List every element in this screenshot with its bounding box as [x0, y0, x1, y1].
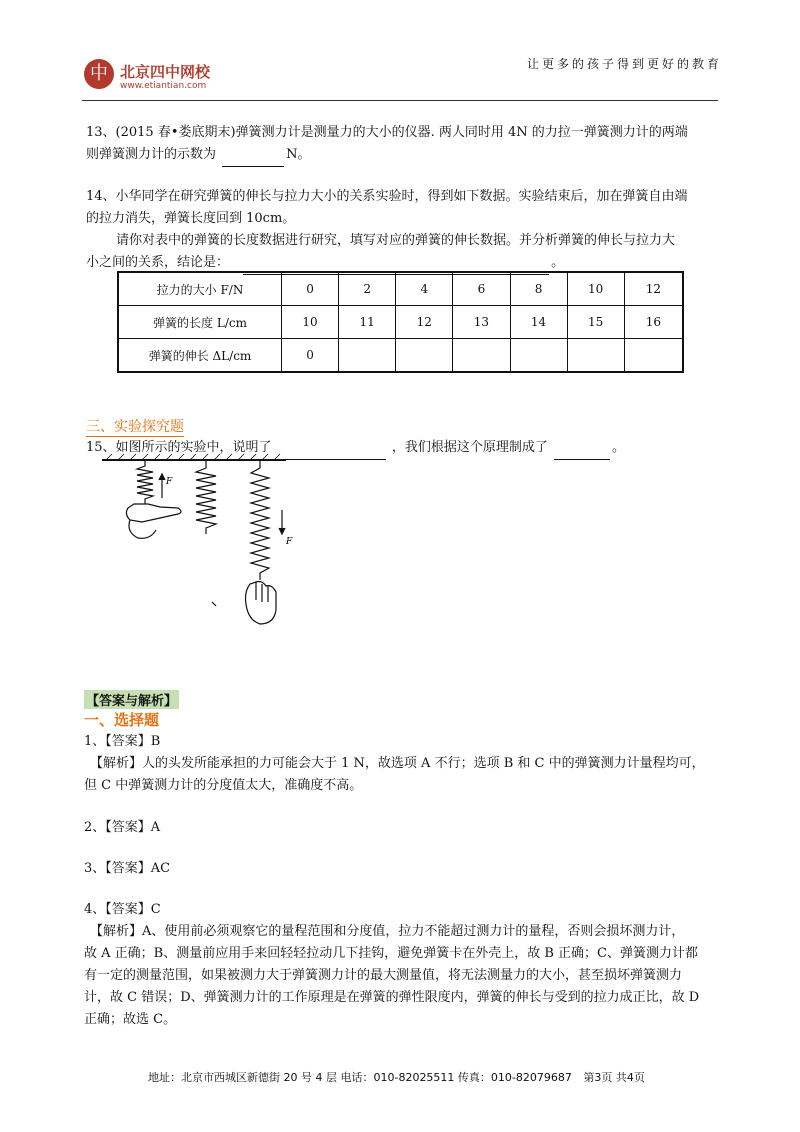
table-row [118, 306, 683, 339]
table-cell: 4 [396, 272, 453, 306]
spring-figure [100, 452, 300, 637]
answers-heading: 【答案与解析】 [84, 690, 179, 709]
hand-pull-icon [246, 582, 277, 625]
table-cell: 14 [510, 306, 567, 339]
header-divider [82, 100, 718, 101]
table-cell: 11 [339, 306, 396, 339]
q14-line3: 请你对表中的弹簧的长度数据进行研究，填写对应的弹簧的伸长数据。并分析弹簧的伸长与拉力大 [116, 233, 676, 248]
row-label: 拉力的大小 F/N [118, 272, 282, 306]
answer-2: 2、【答案】A [84, 820, 161, 835]
slogan: 让更多的孩子得到更好的教育 [526, 57, 722, 71]
q13-blank[interactable] [222, 144, 284, 167]
spring-free [196, 460, 216, 534]
footer-contact: 地址：北京市西城区新德街 20 号 4 层 电话：010-82025511 传真：010-82079687 [148, 1071, 572, 1084]
answer-1: 1、【答案】B [84, 734, 161, 749]
table-cell-input[interactable] [567, 339, 624, 373]
table-cell: 8 [510, 272, 567, 306]
table-row [118, 339, 683, 373]
table-cell: 2 [339, 272, 396, 306]
spring-stretched [251, 460, 269, 580]
table-cell: 12 [396, 306, 453, 339]
spring-compressed [137, 460, 153, 504]
answer-4-explanation-1: 【解析】A、使用前必须观察它的量程范围和分度值，拉力不能超过测力计的量程，否则会损坏测力计， [90, 924, 685, 939]
logo-name: 北京四中网校 [120, 63, 211, 81]
table-cell: 6 [453, 272, 510, 306]
q15-text2: ，我们根据这个原理制成了 [391, 440, 548, 455]
table-row [118, 272, 683, 306]
logo-url: www.etiantian.com [120, 81, 207, 91]
table-cell-input[interactable] [624, 339, 683, 373]
force-label-1: F [166, 477, 173, 487]
answer-4-explanation-4: 计，故 C 错误；D、弹簧测力计的工作原理是在弹簧的弹性限度内，弹簧的伸长与受到的拉力成正比，故 D [84, 990, 700, 1005]
table-cell: 13 [453, 306, 510, 339]
answer-3: 3、【答案】AC [84, 861, 171, 876]
section3-title: 三、实验探究题 [86, 416, 184, 437]
header [82, 55, 722, 101]
table-cell: 16 [624, 306, 683, 339]
table-cell: 12 [624, 272, 683, 306]
table-cell-input[interactable] [396, 339, 453, 373]
data-table [117, 271, 684, 373]
table-cell: 10 [282, 306, 339, 339]
table-cell-input[interactable] [339, 339, 396, 373]
answer-4-explanation-5: 正确；故选 C。 [84, 1012, 177, 1027]
answer-4-explanation-2: 故 A 正确；B、测量前应用手来回轻轻拉动几下挂钩，避免弹簧卡在外壳上，故 B 正确；C、弹簧测力计都 [84, 946, 698, 961]
answers-section1: 一、选择题 [84, 711, 160, 729]
q13-line2 [86, 144, 311, 167]
table-cell: 0 [282, 339, 339, 373]
q14-text: 小之间的关系，结论是： [86, 255, 230, 270]
table-cell-input[interactable] [453, 339, 510, 373]
q13-unit: N。 [286, 147, 311, 162]
q13-line1: 13、(2015 春•娄底期末)弹簧测力计是测量力的大小的仪器. 两人同时用 4N 的力拉一弹簧测力计的两端 [86, 125, 688, 140]
answer-1-explanation-1: 【解析】人的头发所能承担的力可能会大于 1 N，故选项 A 不行；选项 B 和 C 中的弹簧测力计量程均可， [90, 756, 705, 771]
table-cell-input[interactable] [510, 339, 567, 373]
force-label-2: F [286, 537, 293, 547]
q15-text1: 15、如图所示的实验中，说明了 [86, 440, 272, 455]
answer-1-explanation-2: 但 C 中弹簧测力计的分度值太大，准确度不高。 [84, 778, 363, 793]
footer [148, 1069, 645, 1085]
table-cell: 10 [567, 272, 624, 306]
row-label: 弹簧的长度 L/cm [118, 306, 282, 339]
logo-icon: 中 [84, 59, 114, 89]
answer-4-explanation-3: 有一定的测量范围，如果被测力大于弹簧测力计的最大测量值，将无法测量力的大小，甚至损坏弹簧测力 [84, 968, 683, 983]
q14-line1: 14、小华同学在研究弹簧的伸长与拉力大小的关系实验时，得到如下数据。实验结束后，加在弹簧自由端 [86, 189, 688, 204]
table-cell: 0 [282, 272, 339, 306]
page-number: 第3页 共4页 [583, 1071, 645, 1084]
hand-push-icon [126, 504, 181, 522]
table-cell: 15 [567, 306, 624, 339]
q15-end: 。 [611, 440, 625, 455]
q14-line2: 的拉力消失，弹簧长度回到 10cm。 [86, 211, 296, 226]
q15-blank2[interactable] [554, 437, 610, 460]
row-label: 弹簧的伸长 ΔL/cm [118, 339, 282, 373]
q14-end: 。 [551, 255, 565, 270]
answer-4: 4、【答案】C [84, 902, 161, 917]
q13-text: 则弹簧测力计的示数为 [86, 147, 217, 162]
